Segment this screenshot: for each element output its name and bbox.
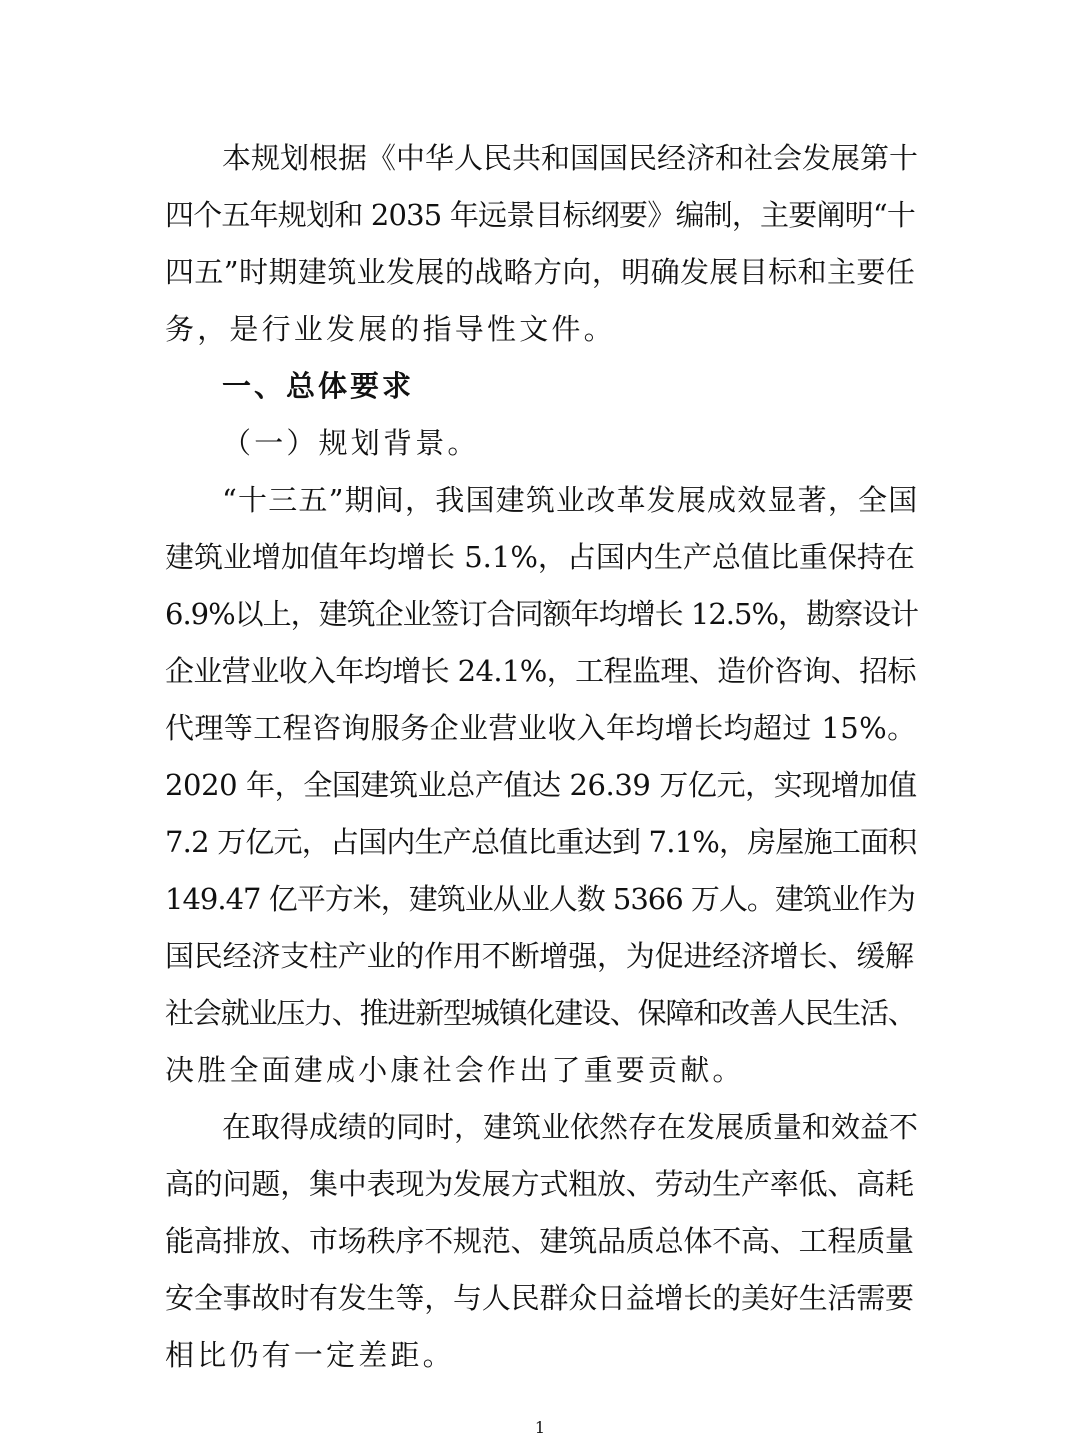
paragraph-line: 6.9%以上，建筑企业签订合同额年均增长 12.5%，勘察设计 (165, 597, 919, 631)
paragraph-line: 安全事故时有发生等，与人民群众日益增长的美好生活需要 (165, 1281, 914, 1315)
paragraph-line: 7.2 万亿元，占国内生产总值比重达到 7.1%，房屋施工面积 (165, 825, 917, 859)
paragraph-line: 149.47 亿平方米，建筑业从业人数 5366 万人。建筑业作为 (165, 882, 915, 916)
paragraph-line: 决胜全面建成小康社会作出了重要贡献。 (165, 1053, 745, 1087)
paragraph-line: 代理等工程咨询服务企业营业收入年均增长均超过 15%。 (165, 711, 917, 745)
intro-line: 四五”时期建筑业发展的战略方向，明确发展目标和主要任 (165, 255, 916, 289)
paragraph-line: 国民经济支柱产业的作用不断增强，为促进经济增长、缓解 (165, 939, 914, 973)
paragraph-line: 2020 年，全国建筑业总产值达 26.39 万亿元，实现增加值 (165, 768, 917, 802)
paragraph-line: 在取得成绩的同时，建筑业依然存在发展质量和效益不 (222, 1110, 919, 1144)
subsection-heading: （一）规划背景。 (222, 426, 480, 460)
paragraph-line: 企业营业收入年均增长 24.1%，工程监理、造价咨询、招标 (165, 654, 916, 688)
section-heading: 一、总体要求 (222, 369, 415, 403)
paragraph-line: 相比仍有一定差距。 (165, 1338, 455, 1372)
paragraph-line: 能高排放、市场秩序不规范、建筑品质总体不高、工程质量 (165, 1224, 914, 1258)
intro-line: 四个五年规划和 2035 年远景目标纲要》编制，主要阐明“十 (165, 198, 916, 232)
paragraph-line: 社会就业压力、推进新型城镇化建设、保障和改善人民生活、 (165, 996, 916, 1030)
paragraph-line: 建筑业增加值年均增长 5.1%，占国内生产总值比重保持在 (165, 540, 915, 574)
intro-line: 务，是行业发展的指导性文件。 (165, 312, 616, 346)
paragraph-line: 高的问题，集中表现为发展方式粗放、劳动生产率低、高耗 (165, 1167, 914, 1201)
intro-line: 本规划根据《中华人民共和国国民经济和社会发展第十 (222, 141, 919, 175)
page-number: 1 (534, 1418, 546, 1437)
paragraph-line: “十三五”期间，我国建筑业改革发展成效显著，全国 (222, 483, 919, 517)
